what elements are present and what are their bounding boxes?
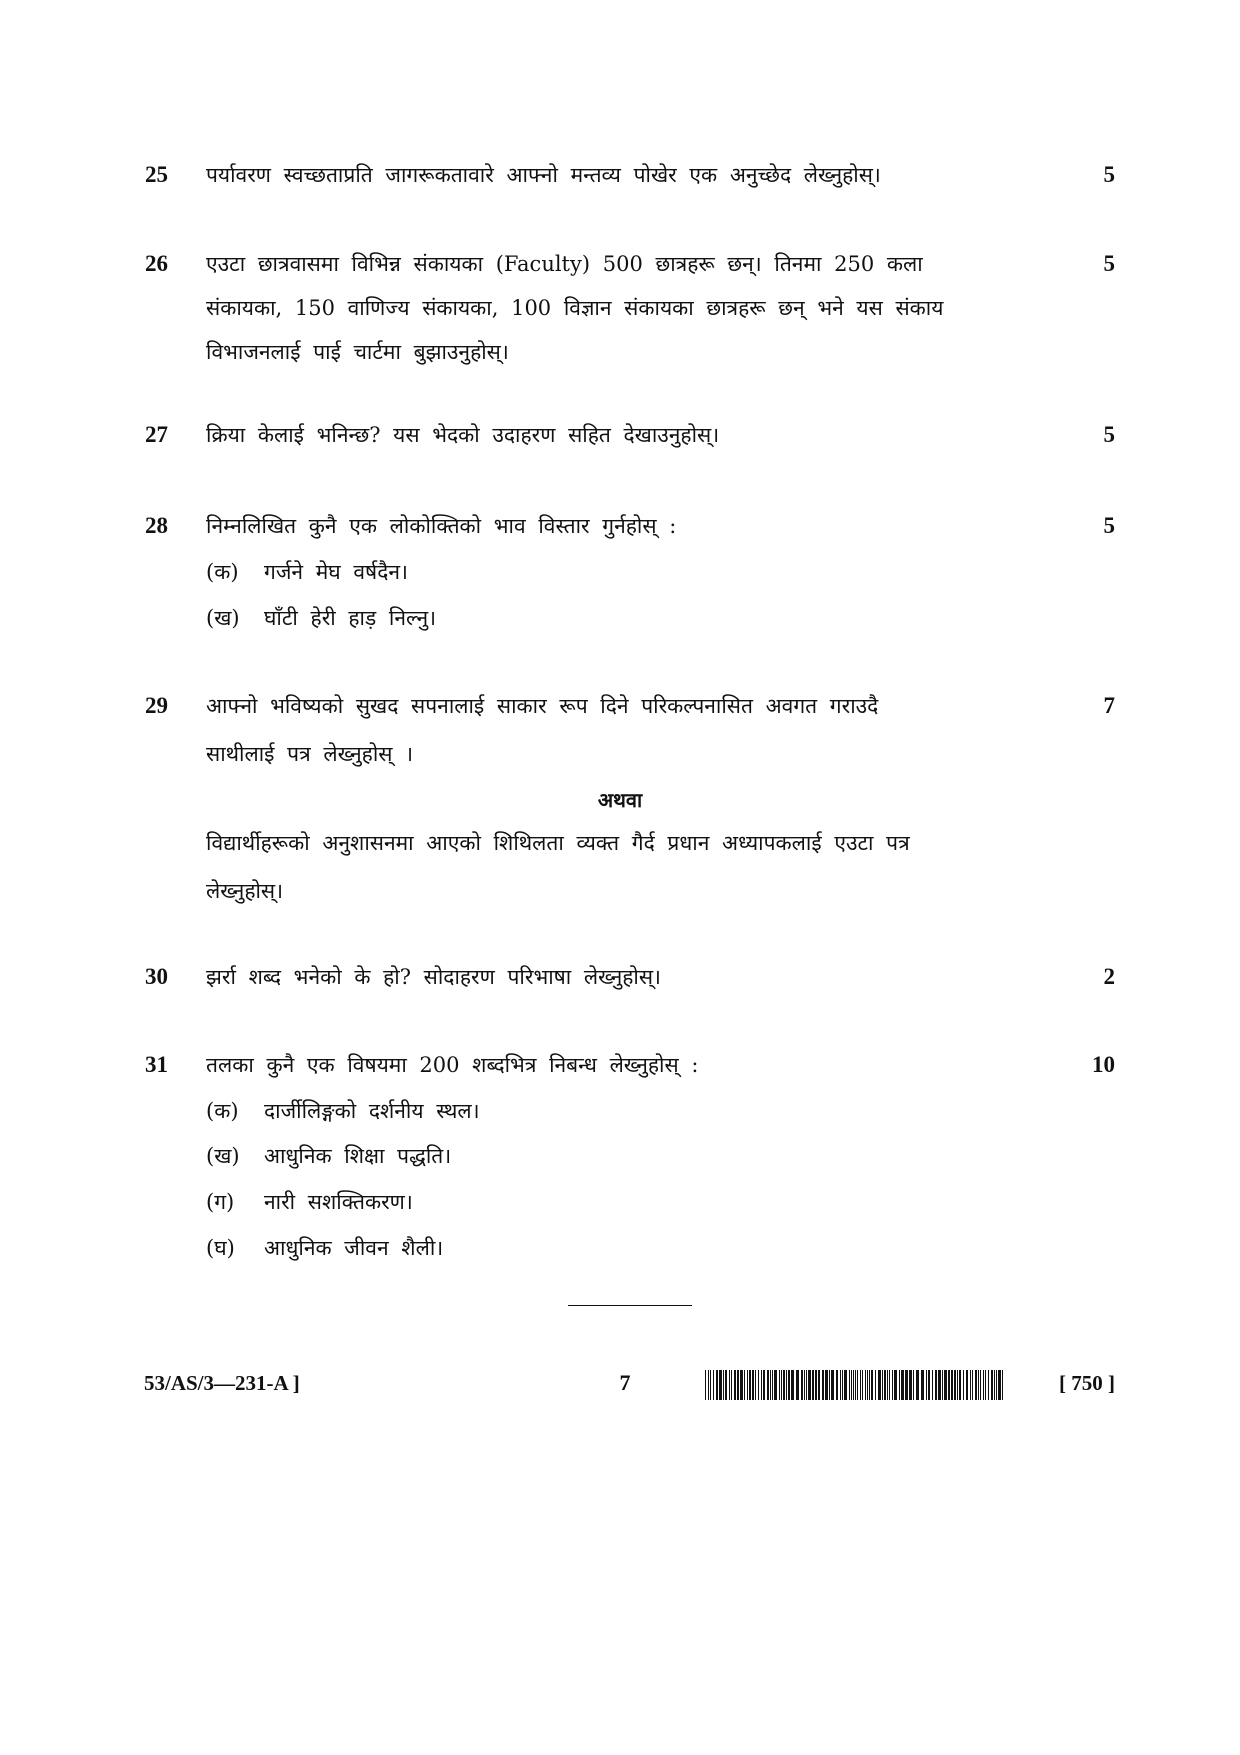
barcode-bar <box>857 1370 858 1400</box>
barcode-bar <box>978 1370 979 1400</box>
question-number: 27 <box>145 422 168 447</box>
barcode-bar <box>894 1370 897 1400</box>
question-number: 30 <box>145 964 168 989</box>
barcode-bar <box>909 1370 912 1400</box>
option-text: दार्जीलिङ्गको दर्शनीय स्थल। <box>264 1099 480 1123</box>
barcode-bar <box>948 1370 950 1400</box>
barcode-bar <box>905 1370 908 1400</box>
barcode-bar <box>963 1370 964 1400</box>
barcode-bar <box>710 1370 711 1400</box>
barcode-bar <box>822 1370 824 1400</box>
barcode-bar <box>980 1370 981 1400</box>
barcode-bar <box>752 1370 754 1400</box>
barcode-bar <box>935 1370 937 1400</box>
barcode-bar <box>970 1370 971 1400</box>
barcode-bar <box>829 1370 830 1400</box>
barcode-bar <box>788 1370 790 1400</box>
barcode-bar <box>779 1370 780 1400</box>
barcode-bar <box>761 1370 762 1400</box>
option-item <box>206 603 436 633</box>
barcode-bar <box>818 1370 820 1400</box>
question-number: 31 <box>145 1052 168 1077</box>
barcode-bar <box>801 1370 803 1400</box>
question-number: 26 <box>145 251 168 276</box>
barcode-bar <box>913 1370 914 1400</box>
question-marks: 5 <box>1103 251 1115 276</box>
option-text: नारी सशक्तिकरण। <box>264 1190 413 1214</box>
question-line: साथीलाई पत्र लेख्नुहोस् । <box>206 742 414 766</box>
barcode-bar <box>884 1370 886 1400</box>
barcode-bar <box>996 1370 997 1400</box>
barcode-bar <box>901 1370 904 1400</box>
barcode-bar <box>887 1370 888 1400</box>
question-text <box>206 962 1066 992</box>
barcode-bar <box>747 1370 748 1400</box>
question-line: आफ्नो भविष्यको सुखद सपनालाई साकार रूप दिने परिकल्पनासित अवगत गराउदै <box>206 694 879 718</box>
barcode-bar <box>808 1370 811 1400</box>
barcode-bar <box>944 1370 947 1400</box>
barcode-bar <box>851 1370 852 1400</box>
barcode-bar <box>938 1370 941 1400</box>
end-divider <box>568 1305 692 1306</box>
question-line: निम्नलिखित कुनै एक लोकोक्तिको भाव विस्तार गुर्नहोस् : <box>206 514 677 538</box>
barcode-bar <box>806 1370 807 1400</box>
option-label: (ख) <box>206 1144 240 1168</box>
barcode-bar <box>889 1370 890 1400</box>
barcode-bar <box>926 1370 927 1400</box>
barcode-bar <box>871 1370 873 1400</box>
barcode-bar <box>959 1370 961 1400</box>
option-item <box>206 1096 480 1126</box>
barcode-bar <box>804 1370 805 1400</box>
question-line: संकायका, 150 वाणिज्य संकायका, 100 विज्ञान संकायका छात्रहरू छन् भने यस संकाय <box>206 296 944 320</box>
barcode-bar <box>755 1370 756 1400</box>
barcode-bar <box>774 1370 777 1400</box>
barcode-bar <box>991 1370 993 1400</box>
option-label: (घ) <box>206 1236 235 1260</box>
barcode-bar <box>916 1370 919 1400</box>
barcode-bar <box>737 1370 739 1400</box>
barcode-bar <box>815 1370 817 1400</box>
barcode-bar <box>875 1370 876 1400</box>
barcode-bar <box>869 1370 870 1400</box>
copies-count: [ 750 ] <box>1059 1371 1115 1395</box>
question-marks: 5 <box>1103 422 1115 447</box>
barcode-bar <box>770 1370 771 1400</box>
barcode-icon <box>705 1370 1003 1400</box>
barcode-bar <box>744 1370 745 1400</box>
barcode-bar <box>942 1370 943 1400</box>
barcode-bar <box>844 1370 847 1400</box>
barcode-bar <box>1002 1370 1003 1400</box>
page-number: 7 <box>619 1370 631 1395</box>
question-text <box>206 160 1066 190</box>
barcode-bar <box>849 1370 850 1400</box>
barcode-bar <box>951 1370 953 1400</box>
barcode-bar <box>705 1370 706 1400</box>
question-line: झर्रा शब्द भनेको के हो? सोदाहरण परिभाषा लेख्नुहोस्। <box>206 965 661 989</box>
option-label: (ग) <box>206 1190 235 1214</box>
option-text: आधुनिक जीवन शैली। <box>264 1236 444 1260</box>
barcode-bar <box>767 1370 769 1400</box>
barcode-bar <box>957 1370 958 1400</box>
option-item <box>206 557 408 587</box>
barcode-bar <box>932 1370 933 1400</box>
barcode-bar <box>983 1370 984 1400</box>
question-marks: 5 <box>1103 162 1115 187</box>
barcode-bar <box>921 1370 924 1400</box>
barcode-bar <box>723 1370 724 1400</box>
barcode-bar <box>729 1370 730 1400</box>
barcode-bar <box>825 1370 828 1400</box>
option-label: (क) <box>206 560 239 584</box>
barcode-bar <box>928 1370 930 1400</box>
question-line: विभाजनलाई पाई चार्टमा बुझाउनुहोस्। <box>206 340 509 364</box>
barcode-bar <box>786 1370 787 1400</box>
option-label: (क) <box>206 1099 239 1123</box>
barcode-bar <box>725 1370 727 1400</box>
barcode-bar <box>783 1370 785 1400</box>
alternative-text <box>206 828 1066 906</box>
question-text <box>206 691 1066 769</box>
question-line: तलका कुनै एक विषयमा 200 शब्दभित्र निबन्ध लेख्नुहोस् : <box>206 1053 699 1077</box>
question-text <box>206 1050 1066 1080</box>
barcode-bar <box>763 1370 765 1400</box>
barcode-bar <box>791 1370 794 1400</box>
barcode-bar <box>998 1370 1001 1400</box>
option-text: घाँटी हेरी हाड़ निल्नु। <box>264 606 437 630</box>
barcode-bar <box>740 1370 743 1400</box>
barcode-bar <box>713 1370 714 1400</box>
barcode-bar <box>865 1370 866 1400</box>
barcode-bar <box>985 1370 986 1400</box>
barcode-bar <box>840 1370 841 1400</box>
barcode-bar <box>954 1370 956 1400</box>
question-marks: 10 <box>1092 1052 1115 1077</box>
question-line: विद्यार्थीहरूको अनुशासनमा आएको शिथिलता व्यक्त गैर्द प्रधान अध्यापकलाई एउटा पत्र <box>206 831 910 855</box>
question-marks: 7 <box>1103 693 1115 718</box>
barcode-bar <box>734 1370 736 1400</box>
question-line: एउटा छात्रवासमा विभिन्न संकायका (Faculty) 500 छात्रहरू छन्। तिनमा 250 कला <box>206 252 923 276</box>
barcode-bar <box>836 1370 838 1400</box>
barcode-bar <box>781 1370 782 1400</box>
question-text <box>206 420 1066 450</box>
barcode-bar <box>878 1370 881 1400</box>
barcode-bar <box>831 1370 834 1400</box>
option-label: (ख) <box>206 606 240 630</box>
barcode-bar <box>862 1370 863 1400</box>
barcode-bar <box>731 1370 732 1400</box>
barcode-bar <box>812 1370 814 1400</box>
barcode-bar <box>855 1370 856 1400</box>
barcode-bar <box>860 1370 861 1400</box>
barcode-bar <box>972 1370 973 1400</box>
option-item <box>206 1141 451 1171</box>
question-line: लेख्नुहोस्। <box>206 879 284 903</box>
barcode-bar <box>842 1370 843 1400</box>
question-number: 29 <box>145 693 168 718</box>
barcode-bar <box>867 1370 868 1400</box>
question-line: क्रिया केलाई भनिन्छ? यस भेदको उदाहरण सहित देखाउनुहोस्। <box>206 423 720 447</box>
option-item <box>206 1187 413 1217</box>
or-label: अथवा <box>597 788 643 812</box>
question-line: पर्यावरण स्वच्छताप्रति जागरूकतावारे आफ्नो मन्तव्य पोखेर एक अनुच्छेद लेख्नुहोस्। <box>206 163 881 187</box>
barcode-bar <box>899 1370 900 1400</box>
barcode-bar <box>892 1370 893 1400</box>
question-text <box>206 249 1066 367</box>
barcode-bar <box>966 1370 968 1400</box>
question-number: 25 <box>145 162 168 187</box>
option-item <box>206 1233 443 1263</box>
barcode-bar <box>716 1370 718 1400</box>
option-text: गर्जने मेघ वर्षदैन। <box>264 560 408 584</box>
barcode-bar <box>882 1370 883 1400</box>
barcode-bar <box>988 1370 989 1400</box>
question-number: 28 <box>145 513 168 538</box>
barcode-bar <box>853 1370 854 1400</box>
question-text <box>206 511 1066 541</box>
barcode-bar <box>994 1370 995 1400</box>
barcode-bar <box>758 1370 759 1400</box>
question-marks: 2 <box>1103 964 1115 989</box>
barcode-bar <box>796 1370 799 1400</box>
barcode-bar <box>749 1370 751 1400</box>
question-marks: 5 <box>1103 513 1115 538</box>
barcode-bar <box>708 1370 709 1400</box>
barcode-bar <box>719 1370 722 1400</box>
option-text: आधुनिक शिक्षा पद्धति। <box>264 1144 452 1168</box>
paper-code: 53/AS/3—231-A ] <box>144 1371 300 1395</box>
barcode-bar <box>975 1370 977 1400</box>
barcode-bar <box>772 1370 773 1400</box>
